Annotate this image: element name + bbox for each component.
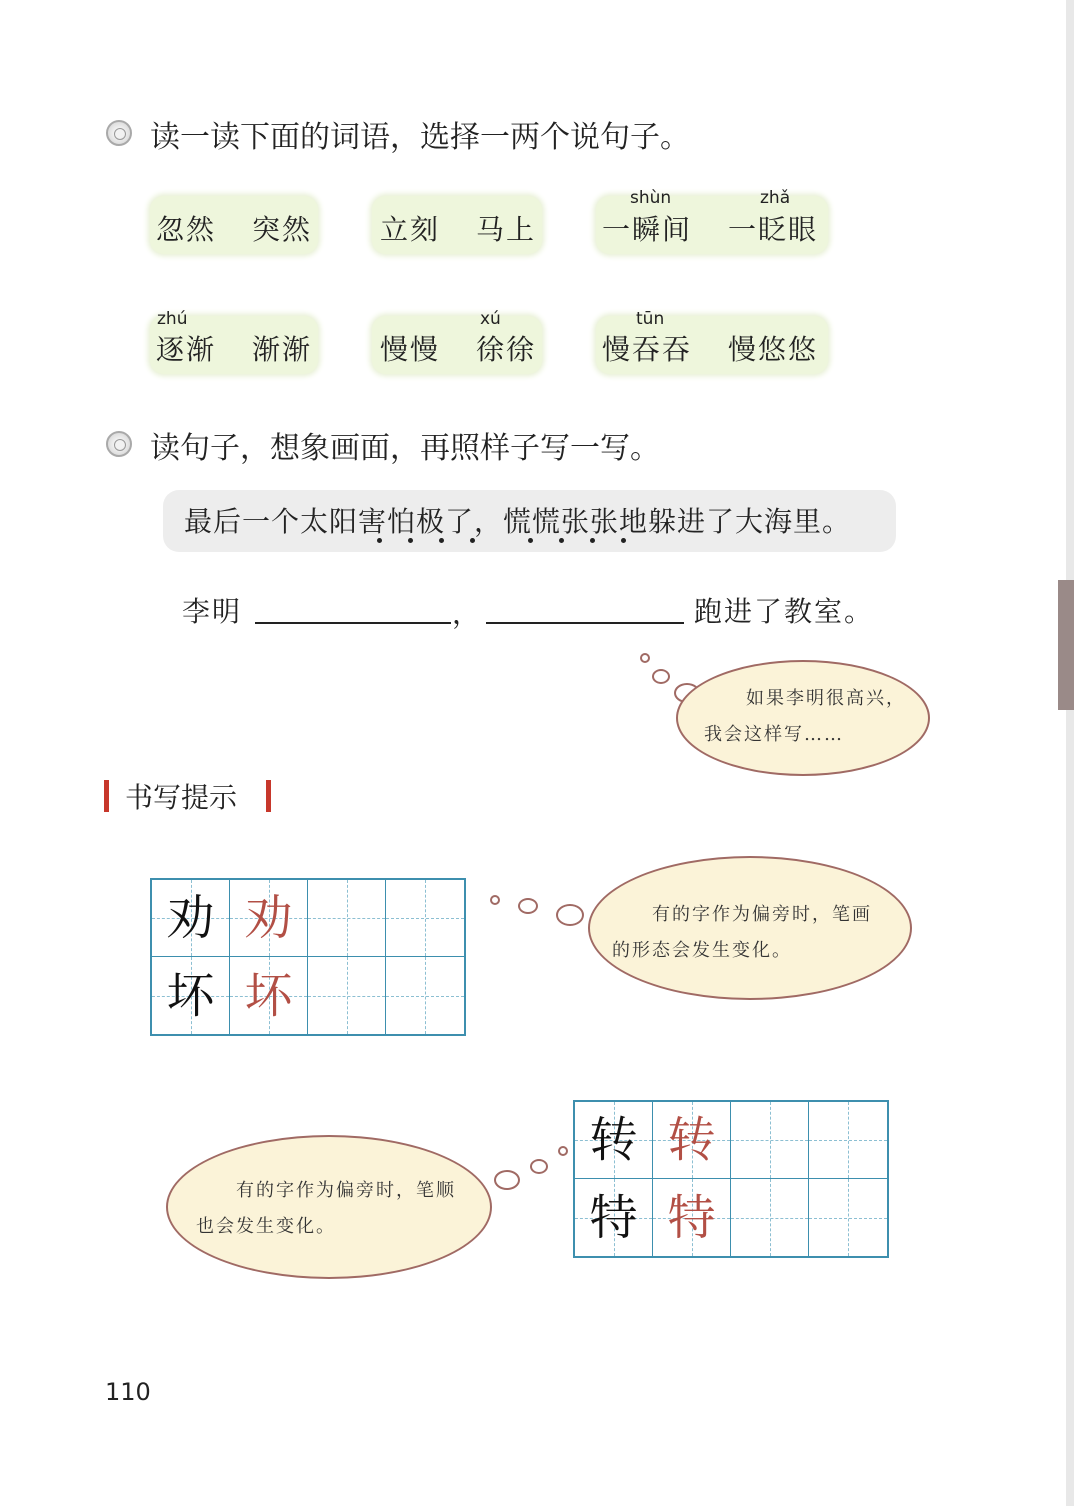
pinyin: zhú <box>157 309 188 329</box>
thought-bubble-dot <box>530 1159 548 1174</box>
grid-char: 特 <box>667 1189 716 1246</box>
cloud-text: 有的字作为偏旁时，笔顺 <box>236 1180 456 1201</box>
emphasis-dot <box>470 538 475 543</box>
word: 一瞬间 <box>602 213 693 246</box>
cloud-text: 的形态会发生变化。 <box>612 940 792 961</box>
word: 马上 <box>476 213 537 246</box>
cloud-text: 如果李明很高兴， <box>746 688 906 709</box>
grid-cell <box>575 1179 653 1256</box>
word: 立刻 <box>380 213 441 246</box>
cloud-text: 我会这样写…… <box>704 724 844 745</box>
grid-char: 坏 <box>166 967 215 1024</box>
grid-char: 劝 <box>166 890 215 946</box>
example-sentence: 最后一个太阳害怕极了，慌慌张张地躲进了大海里。 <box>184 505 852 538</box>
emphasis-dot <box>528 538 533 543</box>
writing-grid <box>573 1100 889 1258</box>
thought-bubble-dot <box>640 653 650 663</box>
word: 逐渐 <box>156 333 217 366</box>
thought-bubble-dot <box>556 904 584 926</box>
grid-cell[interactable] <box>386 957 464 1034</box>
grid-char: 坏 <box>244 967 293 1024</box>
emphasis-dot <box>377 538 382 543</box>
answer-blank[interactable] <box>486 622 684 624</box>
pinyin: xú <box>480 309 501 329</box>
grid-char: 特 <box>589 1189 638 1246</box>
thought-cloud <box>676 660 930 776</box>
tip-bar-left <box>104 780 109 812</box>
thought-cloud <box>166 1135 492 1279</box>
pinyin: tūn <box>636 309 665 329</box>
word: 慢吞吞 <box>602 333 693 366</box>
grid-cell[interactable] <box>809 1179 887 1256</box>
emphasis-dot <box>408 538 413 543</box>
pinyin: zhǎ <box>760 188 791 208</box>
tip-bar-right <box>266 780 271 812</box>
thought-bubble-dot <box>494 1170 520 1190</box>
grid-cell[interactable] <box>308 957 386 1034</box>
grid-cell <box>230 957 308 1034</box>
grid-cell[interactable] <box>386 880 464 957</box>
emphasis-dot <box>439 538 444 543</box>
word: 渐渐 <box>252 333 313 366</box>
word: 突然 <box>252 213 313 246</box>
grid-cell <box>575 1102 653 1179</box>
section1-heading: 读一读下面的词语，选择一两个说句子。 <box>150 120 690 155</box>
grid-cell[interactable] <box>308 880 386 957</box>
page-number: 110 <box>105 1378 151 1406</box>
grid-char: 转 <box>589 1112 638 1168</box>
emphasis-dot <box>590 538 595 543</box>
answer-blank[interactable] <box>255 622 451 624</box>
grid-cell[interactable] <box>731 1179 809 1256</box>
grid-cell <box>653 1102 731 1179</box>
grid-char: 劝 <box>244 890 293 946</box>
section-icon <box>106 120 132 146</box>
word: 忽然 <box>156 213 217 246</box>
thought-bubble-dot <box>652 669 670 684</box>
page-edge-shadow <box>1058 580 1074 710</box>
cloud-text: 有的字作为偏旁时，笔画 <box>652 904 872 925</box>
grid-cell <box>230 880 308 957</box>
grid-cell[interactable] <box>809 1102 887 1179</box>
section2-heading: 读句子，想象画面，再照样子写一写。 <box>150 431 660 466</box>
section-icon <box>106 431 132 457</box>
exercise-ending: 跑进了教室。 <box>694 595 875 628</box>
thought-cloud <box>588 856 912 1000</box>
tips-title: 书写提示 <box>125 781 238 814</box>
grid-char: 转 <box>667 1112 716 1168</box>
page-edge <box>1066 0 1074 1506</box>
thought-bubble-dot <box>518 898 538 914</box>
word: 慢慢 <box>380 333 441 366</box>
exercise-subject: 李明 <box>182 595 243 628</box>
emphasis-dot <box>559 538 564 543</box>
pinyin: shùn <box>630 188 672 208</box>
emphasis-dot <box>621 538 626 543</box>
grid-cell <box>152 957 230 1034</box>
thought-bubble-dot <box>490 895 500 905</box>
word: 一眨眼 <box>728 213 819 246</box>
grid-cell <box>152 880 230 957</box>
word: 慢悠悠 <box>728 333 819 366</box>
exercise-comma: ， <box>452 597 483 630</box>
word: 徐徐 <box>476 333 537 366</box>
writing-grid <box>150 878 466 1036</box>
thought-bubble-dot <box>558 1146 568 1156</box>
grid-cell <box>653 1179 731 1256</box>
cloud-text: 也会发生变化。 <box>196 1216 336 1237</box>
grid-cell[interactable] <box>731 1102 809 1179</box>
